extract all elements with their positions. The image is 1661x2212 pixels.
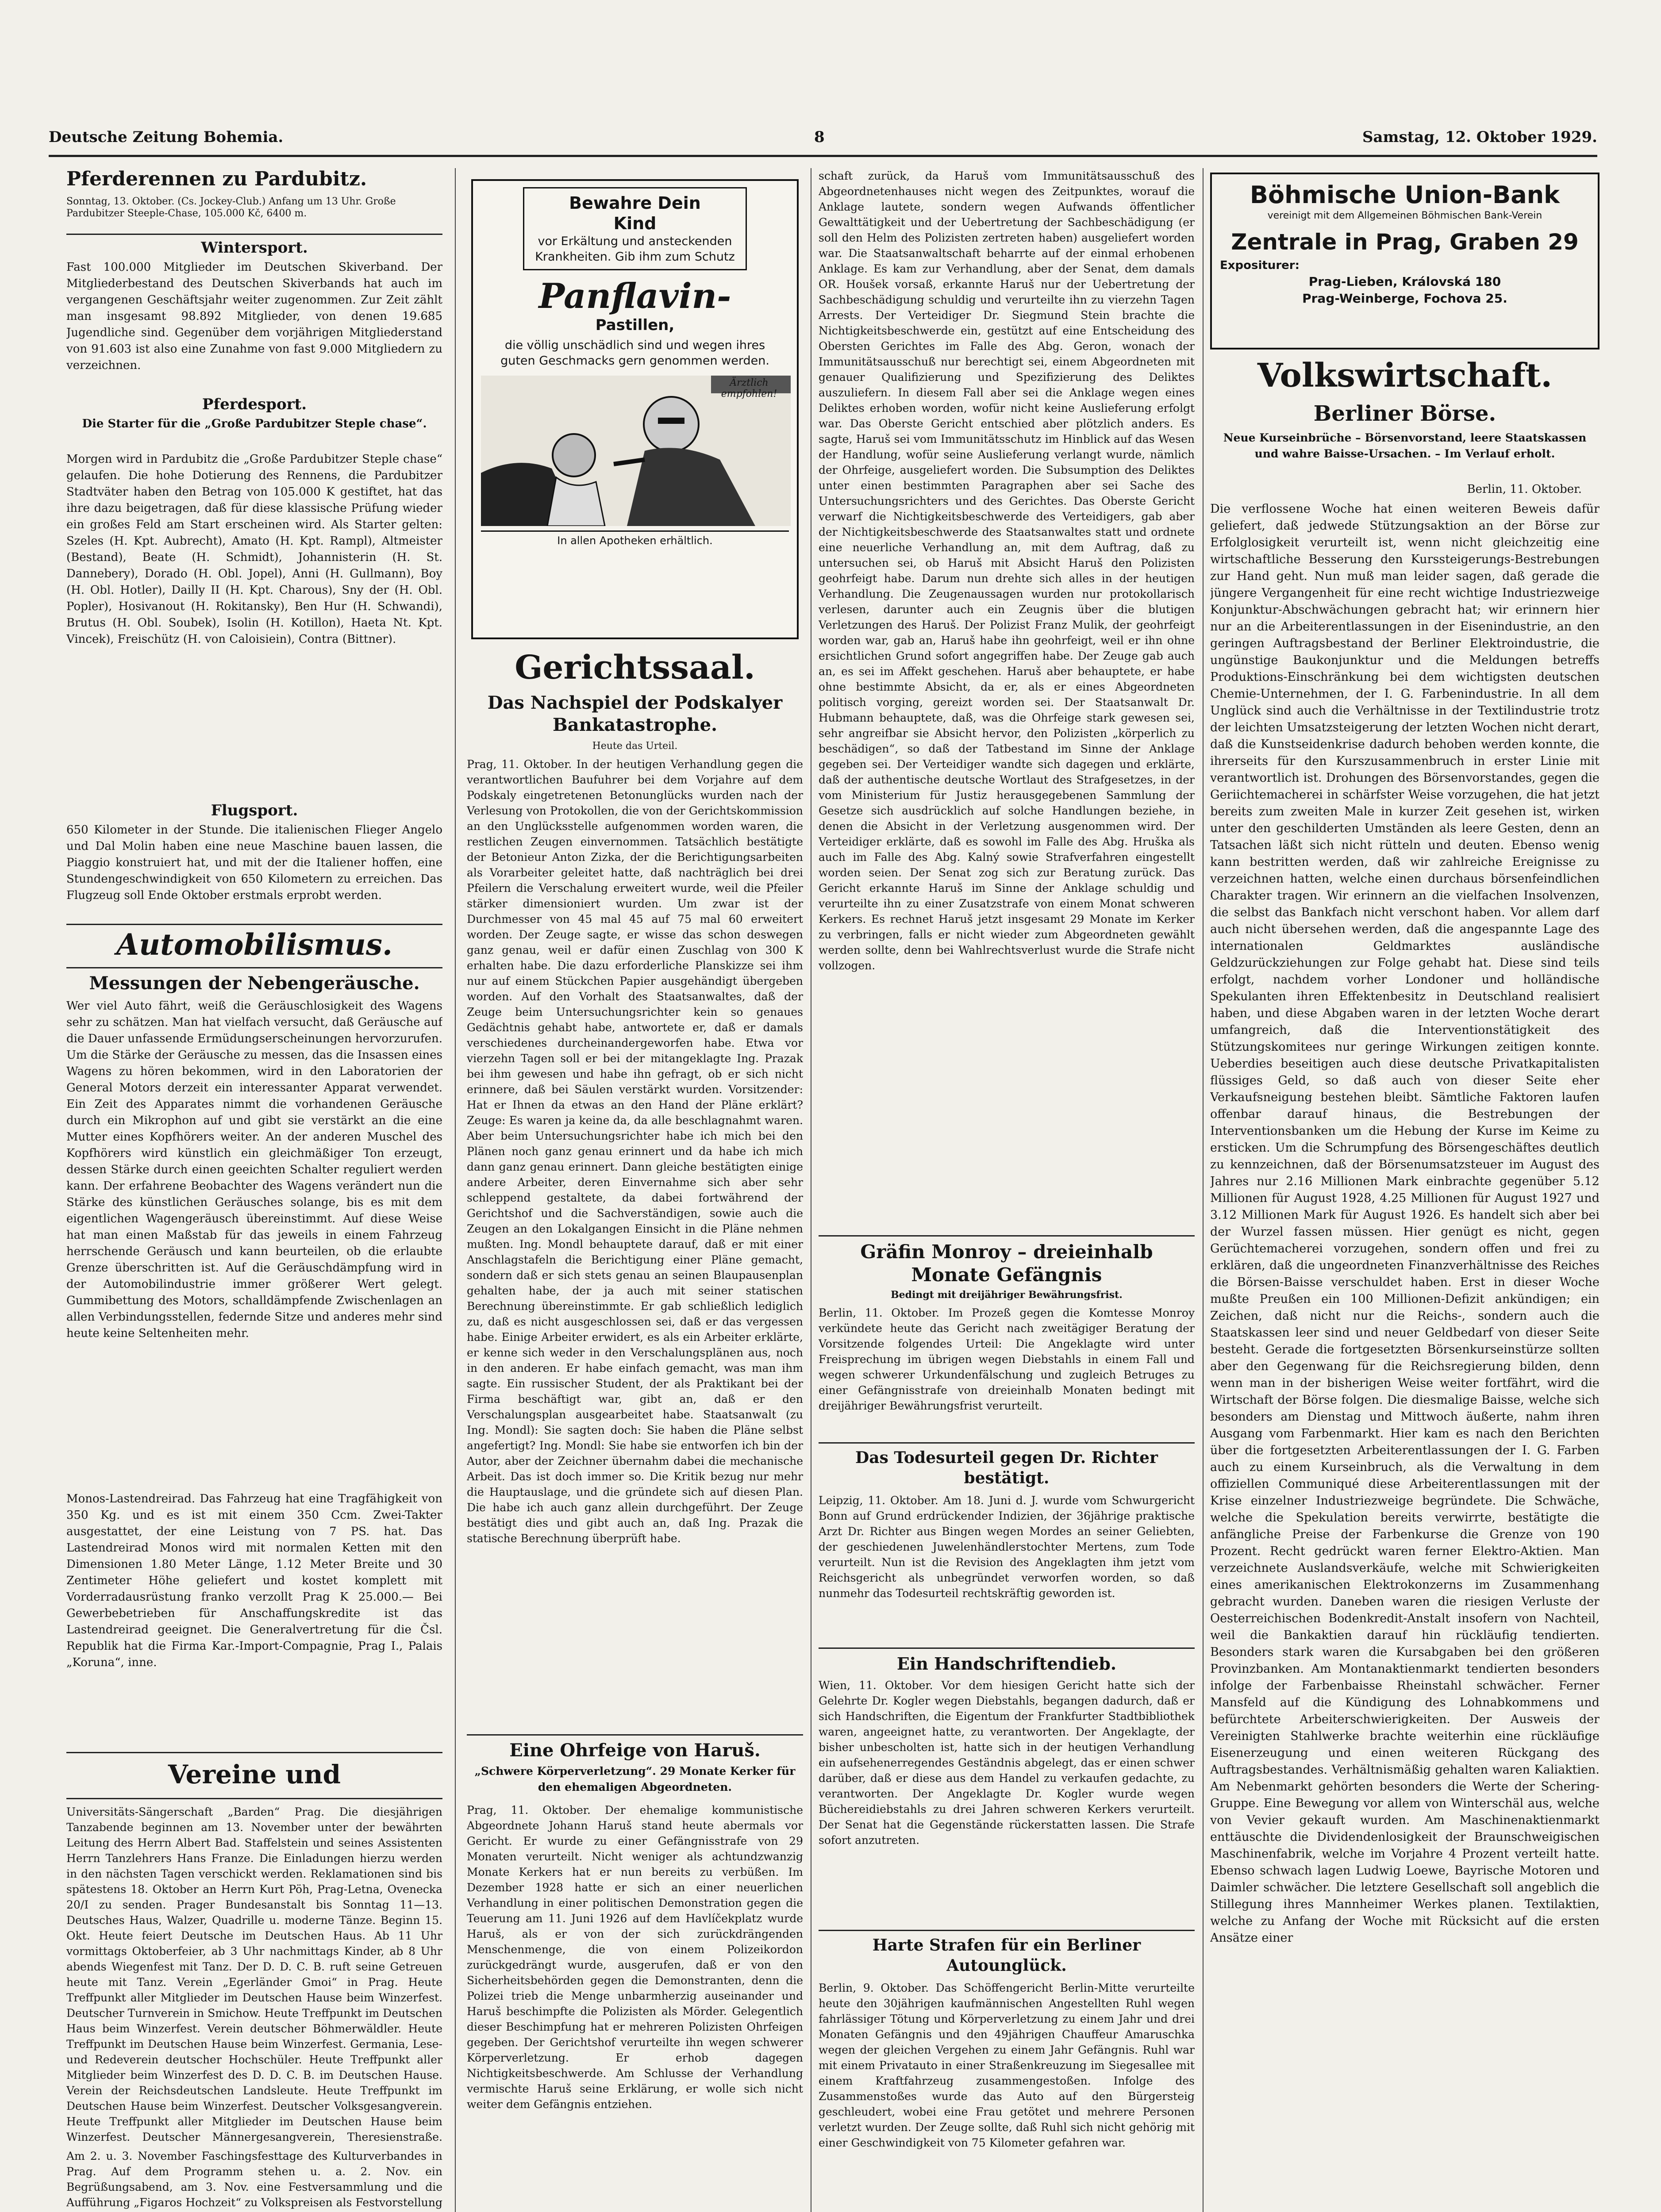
heading-wintersport: Wintersport.: [201, 239, 308, 257]
subheading-monroy: Bedingt mit dreijähriger Bewährungsfrist.: [891, 1289, 1123, 1301]
text-handschriftendieb: Wien, 11. Oktober. Vor dem hiesigen Gericht hatte sich der Gelehrte Dr. Kogler wegen Diebstahls, begangen dadurch, daß er sich Handschriften, die Eigentum der Frankfurter Stadtbibliothek waren, angeeignet hatte, zu verantworten. Der Angeklagte, der bisher unbescholten ist, hatte sich in der heutigen Verhandlung ein aufsehenerregendes Geständnis abgelegt, das er einen schwer darüber, daß er diese aus dem Handel zu verkaufen gedachte, zu verantworten. Der Angeklagte Dr. Kogler wurde wegen Büchereidiebstahls zu drei Jahren schweren Kerkers verurteilt. Der Senat hat die Gegenstände rückerstatten lassen. Die Strafe sofort anzutreten.: [819, 1679, 1195, 1847]
dateline-boerse: Berlin, 11. Oktober.: [1467, 483, 1582, 496]
ad-line-1: Bewahre Dein: [569, 193, 701, 213]
text-vereine-tail: Am 2. u. 3. November Faschingsfesttage des Kulturverbandes in Prag. Auf dem Programm stehen u. a. 2. Nov. ein Begrüßungsabend, am 3. Nov. eine Festversammlung und die Aufführung „Figaros Hochzeit“ zu Volkspreisen als Festvorstellung: [66, 2150, 442, 2209]
text-pferderennen: Sonntag, 13. Oktober. (Cs. Jockey-Club.) Anfang um 13 Uhr. Große Pardubitzer Steeple-Chase, 105.000 Kč, 6400 m.: [66, 196, 396, 219]
text-vereine: Universitäts-Sängerschaft „Barden“ Prag. Die diesjährigen Tanzabende beginnen am 13. November unter der bewährten Leitung des Herrn Albert Bad. Staffelstein und seines Assistenten Herrn Tanzlehrers Hans Franze. Die Einladungen hierzu werden in den nächsten Tagen verschickt werden. Reklamationen sind bis spätestens 18. Oktober an Herrn Kurt Pöh, Prag-Letna, Ovenecka 20/I zu senden. Prager Bundesanstalt bis Sonntag 11—13. Deutsches Haus, Walzer, Quadrille u. moderne Tänze. Beginn 15. Okt. Heute feiert Deutsche im Deutschen Haus. Ab 11 Uhr vormittags Oktoberfeier, ab 3 Uhr nachmittags Kinder, ab 8 Uhr abends Wiegenfest mit Tanz. Der D. D. C. B. ruft seine Getreuen heute mit Tanz. Verein „Egerländer Gmoi“ in Prag. Heute Treffpunkt aller Mitglieder im Deutschen Hause beim Winzerfest. Deutscher Turnverein in Smichow. Heute Treffpunkt im Deutschen Haus beim Winzerfest. Verein deutscher Böhmerwäldler. Heute Treffpunkt im Deutschen Hause beim Winzerfest. Germania, Lese- und Redeverein deutscher Hochschüler. Heute Treffpunkt aller Mitglieder beim Winzerfest des D. D. C. B. im Deutschen Hause. Verein der Reichsdeutschen Landsleute. Heute Treffpunkt im Deutschen Hause beim Winzerfest. Deutscher Volksgesangverein. Heute Treffpunkt aller Mitglieder im Deutschen Hause beim Winzerfest. Deutscher Männergesangverein, Theresienstraße.: [66, 1805, 442, 2143]
column-2: [467, 168, 803, 2212]
ad-line-4: die völlig unschädlich sind und wegen ihres guten Geschmacks gern genommen werden.: [500, 338, 769, 368]
ad-panflavin-header: [523, 187, 747, 270]
header-date: Samstag, 12. Oktober 1929.: [1362, 128, 1597, 146]
column-3: [819, 168, 1195, 2212]
heading-berliner-boerse: Berliner Börse.: [1313, 403, 1496, 426]
ad-union-bank: [1210, 173, 1599, 349]
subheading-podskaly: Das Nachspiel der Podskalyer Bankatastrophe.: [487, 692, 783, 735]
text-monroy: Berlin, 11. Oktober. Im Prozeß gegen die Komtesse Monroy verkündete heute das Gericht nach zweitägiger Beratung der Vorsitzende folgendes Urteil: Die Angeklagte wird unter Freisprechung im übrigen wegen Diebstahls in einem Fall und wegen schwerer Urkundenfälschung und zugleich Betruges zu einer Gefängnisstrafe von dreieinhalb Monaten bedingt mit dreijähriger Bewährungsfrist verurteilt.: [819, 1306, 1195, 1412]
running-header: [49, 128, 1597, 150]
text-autounglueck: Berlin, 9. Oktober. Das Schöffengericht Berlin-Mitte verurteilte heute den 30jährigen kaufmännischen Angestellten Ruhl wegen fahrlässiger Tötung und Körperverletzung zu einem Jahr und drei Monaten Gefängnis und den 49jährigen Chauffeur Amaruschka wegen der gleichen Vergehen zu einem Jahr Gefängnis. Ruhl war mit einem Privatauto in einer Straßenkreuzung im Siegesallee mit einem Kraftfahrzeug zusammengestoßen. Infolge des Zusammenstoßes wurde das Auto auf den Bürgersteig geschleudert, wobei eine Frau getötet und mehrere Personen verletzt wurden. Der Zeuge sollte, daß Ruhl sich nicht gehörig mit einer Geschwindigkeit von 75 Kilometer gefahren war.: [819, 1982, 1195, 2149]
ad-illustration: [481, 376, 789, 526]
rule: [819, 1930, 1195, 1931]
text-pferdesport: Morgen wird in Pardubitz die „Große Pardubitzer Steple chase“ gelaufen. Die hohe Dotierung des Rennens, die Pardubitzer Stadtväter haben den Betrag von 105.000 K gestiftet, hat das ihre dazu beigetragen, daß für diese klassische Prüfung wieder ein großes Feld am Start erscheinen wird. Als Starter gelten: Szeles (H. Kpt. Aubrecht), Amato (H. Kpt. Rampl), Altmeister (Bestand), Beate (H. Schmidt), Johannisterin (H. St. Dannebery), Dorado (H. Obl. Jopel), Anni (H. Gullmann), Boy (H. Obl. Hotler), Dailly II (H. Kpt. Charous), Sny der (H. Obl. Popler), Hosivanout (H. Rokitansky), Ben Hur (H. Schwandi), Brutus (H. Obl. Soubek), Isolin (H. Kotillon), Haeta Nt. Kpt. Vincek), Freischütz (H. von Caloisiein), Contra (Bittner).: [66, 453, 442, 646]
text-ohrfeige: Prag, 11. Oktober. Der ehemalige kommunistische Abgeordnete Johann Haruš stand heute abermals vor Gericht. Er wurde zu einer Gefängnisstrafe von 29 Monaten verurteilt. Nicht weniger als achtundzwanzig Monate Kerkers hat er nun bereits zu verbüßen. Im Dezember 1928 hatte er sich an einer neuerlichen Verhandlung in einer politischen Demonstration gegen die Teuerung am 11. Juni 1926 auf dem Havlíčekplatz wurde Haruš, als er von der sich zurückdrängenden Menschenmenge, die von einem Polizeikordon zurückgedrängt wurde, ausgerufen, daß er von den Sicherheitsbehörden gegen die Demonstranten, denn die Polizei trieb die Menge unbarmherzig auseinander und Haruš beschimpfte die Polizisten als Mörder. Gelegentlich dieser Beschimpfung hat er mehreren Polizisten Ohrfeigen gegeben. Der Gerichtshof verurteilte ihn wegen schwerer Körperverletzung. Er erhob dagegen Nichtigkeitsbeschwerde. Am Schlusse der Verhandlung vermischte Haruš seine Erklärung, er wolle sich nicht weiter dem Gefängnis entziehen.: [467, 1804, 803, 2111]
rule: [66, 924, 442, 925]
text-wintersport: Fast 100.000 Mitglieder im Deutschen Skiverband. Der Mitgliederbestand des Deutschen Skiverbands hat auch im vergangenen Geschäftsjahr weiter zugenommen. Zur Zeit zählt man insgesamt 98.892 Mitglieder, von denen 19.685 Jugendliche sind. Gegenüber dem vorjährigen Mitgliederstand von 91.603 ist also eine Zunahme von fast 9.000 Mitgliedern zu verzeichnen.: [66, 261, 442, 372]
header-masthead: Deutsche Zeitung Bohemia.: [49, 128, 284, 146]
heading-automobilismus: Automobilismus.: [116, 927, 393, 962]
lead-pferdesport: Die Starter für die „Große Pardubitzer Steple chase“.: [82, 417, 427, 430]
header-page-number: 8: [814, 128, 825, 146]
rule: [66, 1752, 442, 1753]
rule: [819, 1647, 1195, 1649]
heading-pferderennen: Pferderennen zu Pardubitz.: [66, 168, 367, 190]
heading-vereine: Vereine und: [168, 1759, 341, 1790]
subheading-ohrfeige: „Schwere Körperverletzung“. 29 Monate Kerker für den ehemaligen Abgeordneten.: [474, 1765, 796, 1793]
text-messungen: Wer viel Auto fährt, weiß die Geräuschlosigkeit des Wagens sehr zu schätzen. Man hat vielfach versucht, daß Geräusche auf die Dauer unfassende Ermüdungserscheinungen hervorzurufen. Um die Stärke der Geräusche zu messen, das die Insassen eines Wagens zu hören bekommen, wird in den Laboratorien der General Motors derzeit ein interessanter Apparat verwendet. Ein Zeit des Apparates nimmt die vorhandenen Geräusche durch ein Mikrophon auf und gibt sie verstärkt an die eine Mutter eines Kopfhörers weiter. An der anderen Muschel des Kopfhörers wird künstlich ein gleichmäßiger Ton erzeugt, dessen Stärke durch einen geeichten Schalter reguliert werden kann. Der erfahrene Beobachter des Wagens verändert nun die Stärke des künstlichen Geräusches solange, bis es mit dem eigentlichen Wagengeräusch übereinstimmt. Auf diese Weise hat man einen Maßstab für das jeweils in einem Fahrzeug herrschende Geräusch und kann beurteilen, ob die erlaubte Grenze überschritten ist. Auf die Geräuschdämpfung wird in der Automobilindustrie immer größerer Wert gelegt. Gummibettung des Motors, schalldämpfende Zwischenlagen an allen Verbindungsstellen, federnde Sitze und anderes mehr sind heute keine Seltenheiten mehr.: [66, 999, 442, 1340]
text-boerse: Die verflossene Woche hat einen weiteren Beweis dafür geliefert, daß jedwede Stützungsaktion an der Börse zur Erfolglosigkeit verurteilt ist, wenn nicht gleichzeitig eine wirtschaftliche Besserung den Kurssteigerungs-Bestrebungen zur Hand geht. Nun muß man leider sagen, daß gerade die jüngere Vergangenheit für eine recht wichtige Industriezweige Konjunktur-Abschwächungen gebracht hat; wir erinnern hier nur an die Arbeiterentlassungen in der Eisenindustrie, an den geringen Auftragsbestand der Berliner Elektroindustrie, die ungünstige Baukonjunktur und die Meldungen betreffs Produktions-Einschränkung bei dem wichtigsten deutschen Chemie-Unternehmen, der I. G. Farbenindustrie. In all dem Unglück sind auch die Verhältnisse in der Textilindustrie trotz der leichten Umsatzsteigerung der letzten Wochen nicht derart, daß die Kunstseidenkrise dadurch behoben werden konnte, die ihrerseits für den Kurszusammenbruch in erster Linie mit verantwortlich ist. Drohungen des Börsenvorstandes, gegen die Geriichtemacherei in schärfster Weise vorzugehen, die hat jetzt bereits zum zweiten Male in kurzer Zeit gesehen ist, wirken unter den geschilderten Umständen als leere Gesten, denn an Tatsachen läßt sich nicht rütteln und deuten. Ebenso wenig kann bestritten werden, daß wir zahlreiche Ereignisse zu verzeichnen hatten, welche einen durchaus börsenfeindlichen Charakter tragen. Wir erinnern an die vielfachen Insolvenzen, die selbst das Bankfach nicht verschont haben. Vor allem darf auch nicht übersehen werden, daß die angespannte Lage des internationalen Geldmarktes ausländische Geldzurückziehungen zur Folge gehabt hat. Diese sind teils erfolgt, nachdem vorher Londoner und holländische Spekulanten ihren Effektenbesitz in Deutschland realisiert haben, und diese Abgaben waren in der letzten Woche derart umfangreich, daß die Interventionstätigkeit des Stützungskomitees nur geringe Wirkungen zeitigen konnte. Ueberdies beseitigen auch diese deutsche Privatkapitalisten flüssiges Geld, so daß auch von dieser Seite eher Verkaufsneigung bestehen bleibt. Sämtliche Faktoren laufen offenbar darauf hinaus, die Bestrebungen der Interventionsbanken um die Hebung der Kurse im Keime zu ersticken. Um die Schrumpfung des Börsengeschäftes deutlich zu kennzeichnen, daß der Börsenumsatzsteuer im August des Jahres nur 2.16 Millionen Mark einbrachte gegenüber 5.12 Millionen für August 1928, 4.25 Millionen für August 1927 und 3.12 Millionen Mark für August 1926. Es handelt sich aber bei der Wurzel fassen müssen. Hier genügt es nicht, gegen Gerüchtemacherei vorzugehen, sondern offen und frei zu erklären, daß die ungeordneten Finanzverhältnisse des Reiches die Börsen-Baisse verschuldet haben. Erst in dieser Woche mußte Preußen ein 100 Millionen-Defizit ankündigen; ein Zeichen, daß nicht nur die Reichs-, sondern auch die Staatskassen leer sind und neuer Geldbedarf von dieser Seite besteht. Gerade die fortgesetzten Börsenkurseinstürze sollten aber den Gegenwang für die Reichsregierung bilden, denn wenn man in der bisherigen Weise weiter fortfährt, wird die Wirtschaft der Börse folgen. Die diesmalige Baisse, welche sich besonders am Dienstag und Mittwoch äußerte, nahm ihren Ausgang vom Farbenmarkt. Hier kam es nach den Berichten über die fortgesetzten Arbeiterentlassungen der I. G. Farben auch zu einem Kurseinbruch, als die Verwaltung in dem offiziellen Communiqué diese Arbeiterentlassungen mit der Krise einzelner Industriezweige begründete. Die Schwäche, welche die Spekulation bereits verwirrte, bestätigte die anfängliche Preise der Farbenkurse die Grenze von 190 Prozent. Recht gedrückt waren ferner Elektro-Aktien. Man verzeichnete Auslandsverkäufe, welche mit Schwierigkeiten eines amerikanischen Elektrokonzerns im Zusammenhang gebracht wurden. Daneben waren die riesigen Verluste der Oesterreichischen Bodenkredit-Anstalt insofern von Nachteil, weil die Bankaktien darauf hin rückläufig tendierten. Besonders stark waren die Kursabgaben bei den größeren Provinzbanken. Am Montanaktienmarkt tendierten besonders infolge der Farbenbaisse Rheinstahl schwächer. Ferner Mansfeld auf die Kündigung des Lohnabkommens und befürchtete Arbeiterschwierigkeiten. Der Ausweis der Vereinigten Stahlwerke brachte weiterhin eine rückläufige Eisenerzeugung und einen weiteren Rückgang des Auftragsbestandes. Verhältnismäßig gehalten waren Kaliaktien. Am Nebenmarkt gehörten besonders die Werte der Schering-Gruppe. Eine Bewegung vor allem von Winterschäl aus, welche von Vevier gekauft wurden. Am Maschinenaktienmarkt enttäuschte die Dividendenlosigkeit der Braunschweigischen Maschinenfabrik, welche im Vorjahre 4 Prozent verteilt hatte. Ebenso schwach lagen Ludwig Loewe, Bayrische Motoren und Daimler schwächer. Die letztere Gesellschaft soll angeblich die Stillegung ihres Mannheimer Werkes planen. Textilaktien, welche zu Anfang der Woche mit Rücksicht auf die ersten Ansätze einer: [1210, 502, 1599, 1945]
bank-expositur-1: Prag-Lieben, Královská 180: [1308, 274, 1501, 289]
bank-subtitle: vereinigt mit dem Allgemeinen Böhmischen Bank-Verein: [1267, 210, 1542, 221]
column-1: [66, 168, 442, 2212]
heading-monroy: Gräfin Monroy – dreieinhalb Monate Gefängnis: [860, 1241, 1153, 1286]
ad-brand-2: Pastillen,: [595, 316, 675, 334]
bank-expositur-label: Expositurer:: [1220, 259, 1300, 272]
heading-volkswirtschaft: Volkswirtschaft.: [1257, 358, 1553, 395]
column-rule: [455, 168, 456, 2212]
rule: [66, 1798, 442, 1799]
ad-brand: Panflavin-: [538, 276, 731, 316]
ad-line-2: Kind: [613, 214, 657, 233]
column-4: [1210, 168, 1599, 2212]
heading-flugsport: Flugsport.: [211, 802, 298, 819]
text-monos: Monos-Lastendreirad. Das Fahrzeug hat eine Tragfähigkeit von 350 Kg. und es ist mit einem 350 Ccm. Zwei-Takter ausgestattet, der eine Leistung von 7 PS. hat. Das Lastendreirad Monos wird mit normalen Ketten mit den Dimensionen 1.80 Meter Länge, 1.12 Meter Breite und 30 Zentimeter Höhe geliefert und kostet komplett mit Vorderradausrüstung franko verzollt Prag K 25.000.— Bei Gewerbebetrieben für Anschaffungskredite ist das Lastendreirad geeignet. Die Generalvertretung für die Čsl. Republik hat die Firma Kar.-Import-Compagnie, Prag I., Palais „Koruna“, inne.: [66, 1492, 442, 1669]
ad-panflavin: [471, 179, 799, 639]
rule: [467, 1734, 803, 1736]
heading-autounglueck: Harte Strafen für ein Berliner Autounglück.: [872, 1936, 1141, 1975]
rule: [819, 1235, 1195, 1237]
heading-messungen: Messungen der Nebengeräusche.: [89, 973, 420, 994]
heading-gerichtssaal: Gerichtssaal.: [515, 650, 755, 687]
bank-expositur-2: Prag-Weinberge, Fochova 25.: [1302, 291, 1507, 306]
heading-pferdesport: Pferdesport.: [202, 396, 307, 413]
bank-zentrale: Zentrale in Prag, Graben 29: [1231, 229, 1579, 255]
text-gerichtssaal: Prag, 11. Oktober. In der heutigen Verhandlung gegen die verantwortlichen Baufuhrer bei dem Vorjahre auf dem Podskaly eingetretenen Betonunglücks wurden nach der Verlesung von Protokollen, die von der Gerichtskommission an den Unglücksstelle aufgenommen worden waren, die restlichen Zeugen einvernommen. Tatsächlich bestätigte der Betonieur Anton Zizka, der die Berichtigungsarbeiten als Vorarbeiter geleitet hatte, daß nachträglich bei drei Pfeilern die Verschalung erweitert wurde, weil die Pfeiler stärker dimensioniert wurden. Um zwar ist der Durchmesser von 45 mal 45 auf 75 mal 60 erweitert worden. Der Zeuge sagte, er wisse das schon deswegen ganz genau, weil er dafür einen Zuschlag von 300 K erhalten habe. Die dazu erforderliche Planskizze sei ihm nur auf einem Stückchen Papier ausgehändigt übergeben worden. Auf den Vorhalt des Staatsanwaltes, daß der Zeuge beim Untersuchungsrichter kein so genaues Gedächtnis gehabt habe, antwortete er, daß er damals verschiedenes durcheinandergeworfen habe. Etwa vor vierzehn Tagen soll er bei der mitangeklagte Ing. Prazak bei ihm gewesen und habe ihn gefragt, ob er sich nicht erinnere, daß bei Säulen verstärkt wurden. Vorsitzender: Hat er Ihnen da etwas an den Hand der Pläne erklärt? Zeuge: Es waren ja keine da, da alle beschlagnahmt waren. Aber beim Untersuchungsrichter habe ich mich bei den Plänen noch ganz genau erinnert und da habe ich mich dann ganz genau erinnert. Dann gleiche bestätigten einige andere Arbeiter, deren Einvernahme sich aber sehr schleppend gestaltete, da dabei fortwährend der Gerichtshof und die Sachverständigen, sowie auch die Zeugen an den Lokalgangen Einsicht in die Pläne nehmen mußten. Ing. Mondl behauptete darauf, daß er mit einer Anschlagstafeln die Berichtigung einer Pläne gemacht, sondern daß er sich stets genau an seinen Blaupausenplan gehalten habe, der ja auch mit seiner statischen Berechnung übereinstimmte. Er gab schließlich lediglich zu, daß es nicht ausgeschlossen sei, daß er das vergessen habe. Einige Arbeiter erwidert, es als ein Arbeiter erklärte, er kenne sich weder in den Verschalungsplänen aus, noch in den anderen. Er habe einfach gemacht, was man ihm sagte. Ein russischer Student, der als Praktikant bei der Firma beschäftigt war, gibt an, daß er den Verschalungsplan ausgearbeitet habe. Staatsanwalt (zu Ing. Mondl): Sie sagten doch: Sie haben die Pläne selbst angefertigt? Ing. Mondl: Sie habe sie entworfen ich bin der Autor, aber der Zeichner übernahm dabei die mechanische Arbeit. Das ist doch immer so. Die Kritik bezug nur mehr die Hauptauslage, und die gründete sich auf diesen Plan. Die habe ich auch ganz allein durchgeführt. Der Zeuge bestätigt dies und gibt auch an, daß Ing. Prazak die statische Berechnung überprüft habe.: [467, 758, 803, 1545]
subheading-boerse: Neue Kurseinbrüche – Börsenvorstand, leere Staatskassen und wahre Baisse-Ursachen. – Im Verlauf erholt.: [1223, 431, 1587, 460]
ad-footer: In allen Apotheken erhältlich.: [481, 530, 789, 549]
rule: [66, 234, 442, 235]
rule: [819, 1442, 1195, 1444]
rule: [66, 967, 442, 968]
text-todesurteil: Leipzig, 11. Oktober. Am 18. Juni d. J. wurde vom Schwurgericht Bonn auf Grund erdrückender Indizien, der 36jährige praktische Arzt Dr. Richter aus Bingen wegen Mordes an seiner Geliebten, der geschiedenen Juwelenhändlerstochter Mertens, zum Tode verurteilt. Nun ist die Revision des Angeklagten ihm jetzt vom Reichsgericht als unbegründet verworfen worden, so daß nunmehr das Todesurteil rechtskräftig geworden ist.: [819, 1494, 1195, 1600]
heading-ohrfeige: Eine Ohrfeige von Haruš.: [509, 1740, 761, 1761]
note-urteil: Heute das Urteil.: [592, 741, 678, 752]
text-harus-continued: schaft zurück, da Haruš vom Immunitätsausschuß des Abgeordnetenhauses nicht wegen des Zeitpunktes, worauf die Anklage lautete, sondern wegen Aufwands öffentlicher Gewalttätigkeit und der Uebertretung der Sachbeschädigung (er soll den Helm des Polizisten zertreten haben) ausgeliefert worden war. Die Staatsanwaltschaft beharrte auf der einmal erhobenen Anklage. Es kam zur Verhandlung, aber der Senat, dem damals OR. Houšek vorsaß, erkannte Haruš nur der Uebertretung der Sachbeschädigung schuldig und verurteilte ihn zu vierzehn Tagen Arrests. Der Verteidiger Dr. Siegmund Stein brachte die Nichtigkeitsbeschwerde ein, gestützt auf eine Entscheidung des Obersten Gerichtes im Falle des Abg. Geron, wonach der Immunitätsausschuß nur berechtigt sei, einem Abgeordneten mit genauer Qualifizierung und Spezifizierung des Deliktes auszuliefern. In diesem Fall aber sei die Anklage wegen eines Deliktes erhoben worden, wofür nicht keine Auslieferung erfolgt war. Das Oberste Gericht entschied aber plötzlich anders. Es sagte, Haruš sei vom Immunitätsschutz im Hinblick auf das Wesen der Handlung, wofür seine Auslieferung verlangt wurde, nämlich der Ohrfeige, ausgeliefert worden. Die Subsumption des Deliktes unter einen bestimmten Paragraphen aber sei Sache des Untersuchungsrichters und des Gerichtes. Das Oberste Gericht verwarf die Nichtigkeitsbeschwerde des Verteidigers, gab aber der Nichtigkeitsbeschwerde des Staatsanwaltes statt und ordnete eine neuerliche Verhandlung an, mit dem Auftrag, daß zu untersuchen sei, ob Haruš mit Absicht Haruš den Polizisten geohrfeigt habe. Darum nun drehte sich alles in der heutigen Verhandlung. Die Zeugenaussagen wurden nur protokollarisch verlesen, darunter auch ein Zeugnis über die blutigen Verletzungen des Haruš. Der Polizist Franz Mulik, der geohrfeigt worden war, gab an, Haruš habe ihn geohrfeigt, weil er ihn ohne ersichtlichen Grund sofort angegriffen habe. Der Zeuge gab auch an, es sei im Affekt geschehen. Haruš aber behauptete, er habe ohne bestimmte Absicht, da er, als er eines Abgeordneten politisch vorging, gereizt worden sei. Der Staatsanwalt Dr. Hubmann behauptete, daß, was die Ohrfeige stark gewesen sei, sehr angreifbar sie Absicht hervor, den Polizisten „körperlich zu beschädigen“, so daß der Tatbestand im Sinne der Anklage gegeben sei. Der Verteidiger wandte sich dagegen und erklärte, daß der authentische deutsche Wortlaut des Strafgesetzes, in der vom Ministerium für Justiz herausgegebenen Sammlung der Gesetze sich ausdrücklich auf solche Handlungen beziehe, in denen die Absicht in der Verletzung ausgenommen wird. Der Verteidiger erklärte, daß es sowohl im Falle des Abg. Hruška als auch im Falle des Abg. Kalný sowie Strafverfahren eingestellt worden seien. Der Senat zog sich zur Beratung zurück. Das Gericht erkannte Haruš im Sinne der Anklage schuldig und verurteilte ihn zu einer Zusatzstrafe von einem Monat schweren Kerkers. Es rechnet Haruš jetzt insgesamt 29 Monate im Kerker zu verbringen, falls er nicht wieder zum Abgeordneten gewählt werden sollte, denn bei Wahlrechtsverlust wurde die Strafe nicht vollzogen.: [819, 169, 1195, 972]
heading-handschriftendieb: Ein Handschriftendieb.: [896, 1654, 1117, 1674]
header-rule: [49, 155, 1597, 157]
bank-title: Böhmische Union-Bank: [1250, 181, 1560, 209]
ad-doctor-note: Ärztlich empfohlen!: [721, 377, 777, 399]
ad-line-3: vor Erkältung und ansteckenden Krankheiten. Gib ihm zum Schutz: [535, 234, 735, 264]
text-flugsport: 650 Kilometer in der Stunde. Die italienischen Flieger Angelo und Dal Molin haben eine neue Maschine bauen lassen, die Piaggio konstruiert hat, und mit der die Italiener hoffen, eine Stundengeschwindigkeit von 650 Kilometern zu erreichen. Das Flugzeug soll Ende Oktober erstmals erprobt werden.: [66, 823, 442, 902]
heading-todesurteil: Das Todesurteil gegen Dr. Richter bestätigt.: [855, 1448, 1158, 1487]
